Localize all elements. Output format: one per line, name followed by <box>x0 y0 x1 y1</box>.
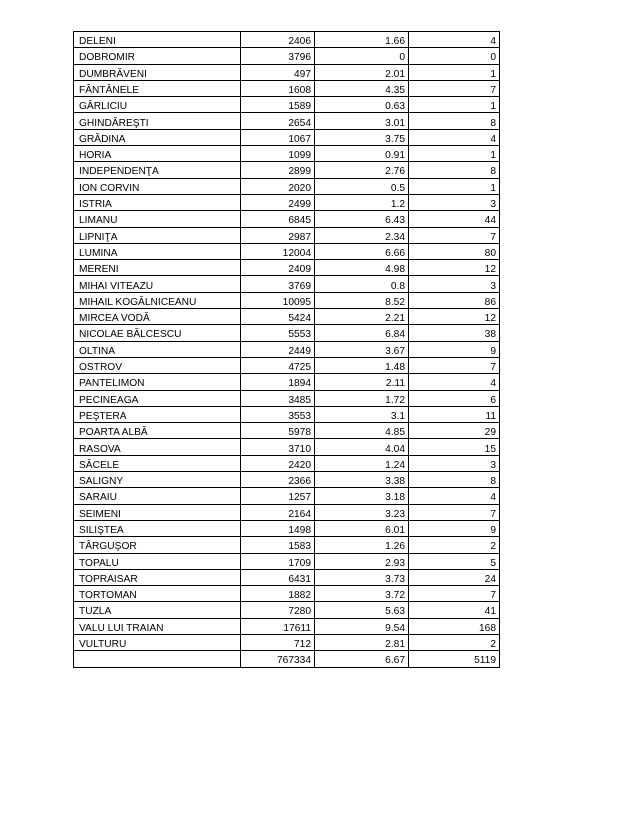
table-row <box>74 423 500 439</box>
table-row <box>74 634 500 650</box>
locality-name-cell: MERENI <box>74 260 241 276</box>
rate-cell: 2.93 <box>315 553 409 569</box>
count-cell: 24 <box>409 569 500 585</box>
locality-name-cell: RASOVA <box>74 439 241 455</box>
table-row <box>74 162 500 178</box>
table-row <box>74 374 500 390</box>
table-row <box>74 178 500 194</box>
count-cell: 7 <box>409 80 500 96</box>
rate-cell: 2.11 <box>315 374 409 390</box>
total-rate-cell: 6.67 <box>315 651 409 667</box>
table-row <box>74 243 500 259</box>
rate-cell: 3.23 <box>315 504 409 520</box>
population-cell: 1583 <box>241 537 315 553</box>
table-row <box>74 390 500 406</box>
locality-name-cell: PANTELIMON <box>74 374 241 390</box>
count-cell: 3 <box>409 276 500 292</box>
table-row <box>74 439 500 455</box>
locality-name-cell: NICOLAE BĂLCESCU <box>74 325 241 341</box>
count-cell: 3 <box>409 194 500 210</box>
count-cell: 38 <box>409 325 500 341</box>
count-cell: 1 <box>409 64 500 80</box>
table-row <box>74 357 500 373</box>
table-row <box>74 129 500 145</box>
locality-name-cell: LIMANU <box>74 211 241 227</box>
rate-cell: 4.98 <box>315 260 409 276</box>
count-cell: 4 <box>409 32 500 48</box>
table-row <box>74 227 500 243</box>
rate-cell: 1.72 <box>315 390 409 406</box>
table-row <box>74 520 500 536</box>
table-row <box>74 260 500 276</box>
population-cell: 6845 <box>241 211 315 227</box>
locality-name-cell: MIHAI VITEAZU <box>74 276 241 292</box>
table-row <box>74 569 500 585</box>
table-row <box>74 97 500 113</box>
table-row <box>74 32 500 48</box>
total-label-cell <box>74 651 241 667</box>
count-cell: 86 <box>409 292 500 308</box>
count-cell: 11 <box>409 406 500 422</box>
population-cell: 5553 <box>241 325 315 341</box>
rate-cell: 4.85 <box>315 423 409 439</box>
locality-name-cell: LUMINA <box>74 243 241 259</box>
population-cell: 2499 <box>241 194 315 210</box>
count-cell: 44 <box>409 211 500 227</box>
locality-name-cell: VALU LUI TRAIAN <box>74 618 241 634</box>
population-cell: 1608 <box>241 80 315 96</box>
count-cell: 1 <box>409 178 500 194</box>
rate-cell: 4.04 <box>315 439 409 455</box>
rate-cell: 2.21 <box>315 309 409 325</box>
locality-name-cell: GÂRLICIU <box>74 97 241 113</box>
table-row <box>74 48 500 64</box>
rate-cell: 0.63 <box>315 97 409 113</box>
population-cell: 12004 <box>241 243 315 259</box>
population-cell: 2164 <box>241 504 315 520</box>
count-cell: 4 <box>409 374 500 390</box>
locality-name-cell: GRĂDINA <box>74 129 241 145</box>
locality-name-cell: TUZLA <box>74 602 241 618</box>
table-row <box>74 276 500 292</box>
population-cell: 712 <box>241 634 315 650</box>
locality-name-cell: DOBROMIR <box>74 48 241 64</box>
count-cell: 9 <box>409 520 500 536</box>
table-row <box>74 455 500 471</box>
count-cell: 7 <box>409 357 500 373</box>
table-row <box>74 113 500 129</box>
rate-cell: 1.66 <box>315 32 409 48</box>
locality-name-cell: ION CORVIN <box>74 178 241 194</box>
population-cell: 1099 <box>241 146 315 162</box>
rate-cell: 4.35 <box>315 80 409 96</box>
rate-cell: 1.2 <box>315 194 409 210</box>
table-row <box>74 602 500 618</box>
count-cell: 7 <box>409 504 500 520</box>
table-row <box>74 586 500 602</box>
population-cell: 10095 <box>241 292 315 308</box>
count-cell: 168 <box>409 618 500 634</box>
table-row <box>74 309 500 325</box>
rate-cell: 2.01 <box>315 64 409 80</box>
locality-name-cell: PECINEAGA <box>74 390 241 406</box>
population-cell: 3769 <box>241 276 315 292</box>
count-cell: 1 <box>409 97 500 113</box>
rate-cell: 8.52 <box>315 292 409 308</box>
count-cell: 8 <box>409 472 500 488</box>
table-row <box>74 504 500 520</box>
count-cell: 8 <box>409 113 500 129</box>
population-cell: 5424 <box>241 309 315 325</box>
rate-cell: 0.91 <box>315 146 409 162</box>
population-cell: 2406 <box>241 32 315 48</box>
locality-name-cell: OLTINA <box>74 341 241 357</box>
population-cell: 1067 <box>241 129 315 145</box>
population-cell: 2899 <box>241 162 315 178</box>
count-cell: 8 <box>409 162 500 178</box>
rate-cell: 3.1 <box>315 406 409 422</box>
population-cell: 1882 <box>241 586 315 602</box>
rate-cell: 0.5 <box>315 178 409 194</box>
population-cell: 1589 <box>241 97 315 113</box>
table-row <box>74 618 500 634</box>
locality-name-cell: POARTA ALBĂ <box>74 423 241 439</box>
population-cell: 4725 <box>241 357 315 373</box>
rate-cell: 1.26 <box>315 537 409 553</box>
table-row <box>74 64 500 80</box>
table-row <box>74 472 500 488</box>
population-cell: 2420 <box>241 455 315 471</box>
table-row <box>74 211 500 227</box>
rate-cell: 1.24 <box>315 455 409 471</box>
population-cell: 1894 <box>241 374 315 390</box>
population-cell: 6431 <box>241 569 315 585</box>
population-cell: 3796 <box>241 48 315 64</box>
locality-name-cell: ISTRIA <box>74 194 241 210</box>
total-row <box>74 651 500 667</box>
locality-name-cell: SARAIU <box>74 488 241 504</box>
count-cell: 12 <box>409 309 500 325</box>
population-cell: 2366 <box>241 472 315 488</box>
table-row <box>74 325 500 341</box>
locality-name-cell: SEIMENI <box>74 504 241 520</box>
count-cell: 15 <box>409 439 500 455</box>
rate-cell: 6.01 <box>315 520 409 536</box>
population-cell: 2449 <box>241 341 315 357</box>
rate-cell: 6.43 <box>315 211 409 227</box>
locality-name-cell: VULTURU <box>74 634 241 650</box>
population-cell: 3553 <box>241 406 315 422</box>
population-cell: 1498 <box>241 520 315 536</box>
table-row <box>74 194 500 210</box>
locality-name-cell: FÂNTÂNELE <box>74 80 241 96</box>
locality-name-cell: INDEPENDENŢA <box>74 162 241 178</box>
locality-name-cell: SILIŞTEA <box>74 520 241 536</box>
rate-cell: 3.18 <box>315 488 409 504</box>
rate-cell: 6.66 <box>315 243 409 259</box>
population-cell: 5978 <box>241 423 315 439</box>
count-cell: 4 <box>409 129 500 145</box>
rate-cell: 3.72 <box>315 586 409 602</box>
count-cell: 0 <box>409 48 500 64</box>
locality-name-cell: MIHAIL KOGĂLNICEANU <box>74 292 241 308</box>
count-cell: 80 <box>409 243 500 259</box>
locality-name-cell: TORTOMAN <box>74 586 241 602</box>
locality-name-cell: PEŞTERA <box>74 406 241 422</box>
rate-cell: 6.84 <box>315 325 409 341</box>
population-cell: 17611 <box>241 618 315 634</box>
locality-name-cell: TÂRGUŞOR <box>74 537 241 553</box>
count-cell: 2 <box>409 634 500 650</box>
rate-cell: 2.34 <box>315 227 409 243</box>
count-cell: 4 <box>409 488 500 504</box>
locality-name-cell: HORIA <box>74 146 241 162</box>
count-cell: 5 <box>409 553 500 569</box>
count-cell: 7 <box>409 227 500 243</box>
locality-name-cell: TOPALU <box>74 553 241 569</box>
rate-cell: 3.01 <box>315 113 409 129</box>
count-cell: 2 <box>409 537 500 553</box>
table-row <box>74 341 500 357</box>
locality-name-cell: OSTROV <box>74 357 241 373</box>
population-cell: 3485 <box>241 390 315 406</box>
rate-cell: 0 <box>315 48 409 64</box>
count-cell: 41 <box>409 602 500 618</box>
population-cell: 2987 <box>241 227 315 243</box>
rate-cell: 2.76 <box>315 162 409 178</box>
rate-cell: 1.48 <box>315 357 409 373</box>
locality-name-cell: MIRCEA VODĂ <box>74 309 241 325</box>
table-row <box>74 488 500 504</box>
rate-cell: 3.75 <box>315 129 409 145</box>
population-cell: 7280 <box>241 602 315 618</box>
population-cell: 1257 <box>241 488 315 504</box>
rate-cell: 2.81 <box>315 634 409 650</box>
count-cell: 29 <box>409 423 500 439</box>
rate-cell: 3.38 <box>315 472 409 488</box>
rate-cell: 9.54 <box>315 618 409 634</box>
rate-cell: 3.67 <box>315 341 409 357</box>
rate-cell: 5.63 <box>315 602 409 618</box>
table-row <box>74 80 500 96</box>
total-population-cell: 767334 <box>241 651 315 667</box>
population-cell: 2020 <box>241 178 315 194</box>
population-cell: 497 <box>241 64 315 80</box>
population-cell: 3710 <box>241 439 315 455</box>
population-cell: 2654 <box>241 113 315 129</box>
table-row <box>74 406 500 422</box>
count-cell: 12 <box>409 260 500 276</box>
count-cell: 9 <box>409 341 500 357</box>
locality-name-cell: DELENI <box>74 32 241 48</box>
table-body <box>74 32 500 668</box>
population-cell: 2409 <box>241 260 315 276</box>
locality-name-cell: GHINDĂREŞTI <box>74 113 241 129</box>
total-count-cell: 5119 <box>409 651 500 667</box>
rate-cell: 0.8 <box>315 276 409 292</box>
locality-name-cell: SALIGNY <box>74 472 241 488</box>
locality-name-cell: LIPNIŢA <box>74 227 241 243</box>
count-cell: 6 <box>409 390 500 406</box>
table-row <box>74 537 500 553</box>
table-row <box>74 553 500 569</box>
locality-name-cell: TOPRAISAR <box>74 569 241 585</box>
count-cell: 3 <box>409 455 500 471</box>
table-row <box>74 146 500 162</box>
rate-cell: 3.73 <box>315 569 409 585</box>
count-cell: 1 <box>409 146 500 162</box>
table-row <box>74 292 500 308</box>
population-cell: 1709 <box>241 553 315 569</box>
locality-name-cell: DUMBRĂVENI <box>74 64 241 80</box>
localities-table <box>73 31 500 668</box>
locality-name-cell: SĂCELE <box>74 455 241 471</box>
count-cell: 7 <box>409 586 500 602</box>
